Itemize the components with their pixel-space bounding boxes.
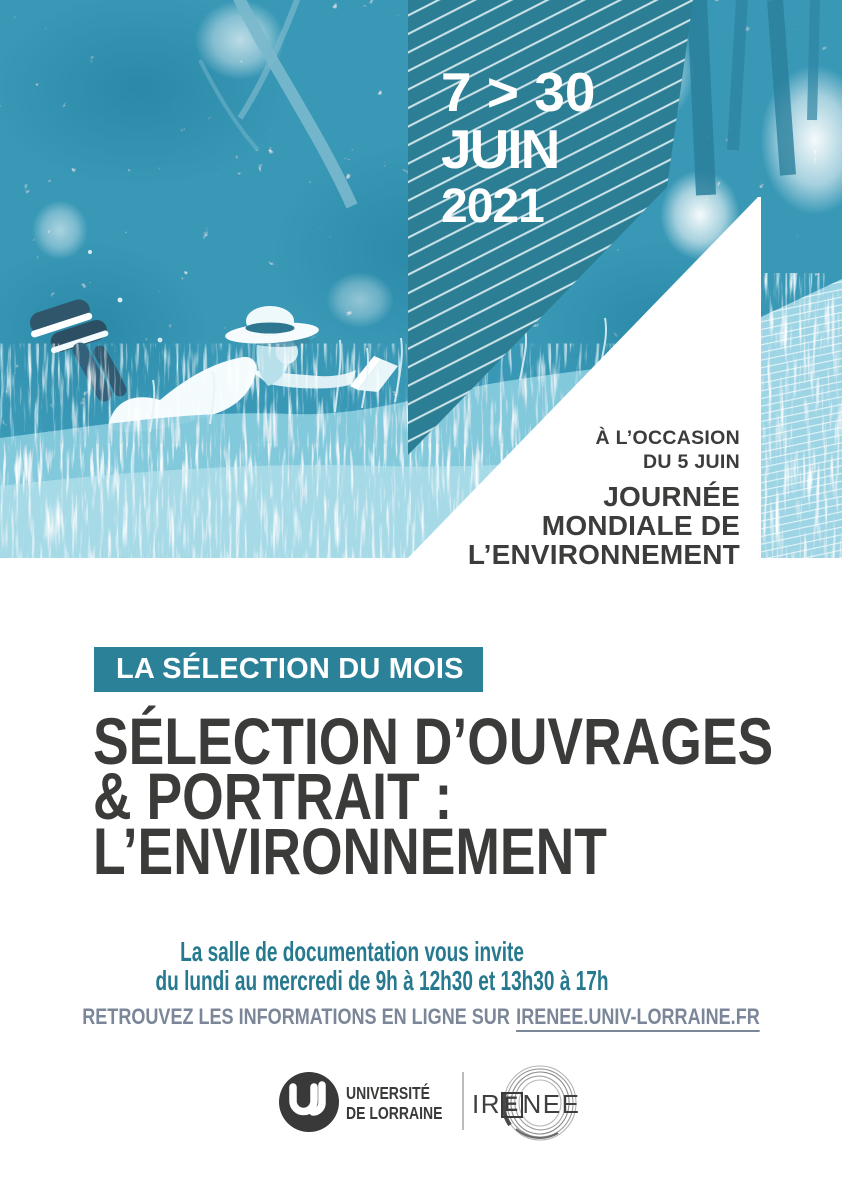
universite-lorraine-wordmark [346,1083,442,1123]
banner-date-range: 7 > 30 [441,61,596,123]
occasion-line-2: DU 5 JUIN [643,450,740,473]
occasion-line-1: À L’OCCASION [595,427,740,449]
website-link[interactable]: IRENEE.UNIV-LORRAINE.FR [516,1004,760,1032]
event-line-2: MONDIALE DE [541,510,740,541]
invitation-line-1: La salle de documentation vous invite [180,936,524,967]
invitation-line-2: du lundi au mercredi de 9h à 12h30 et 13h30 à 17h [155,965,609,996]
irenee-boxed-letter: E [501,1092,523,1118]
banner-year: 2021 [441,180,544,233]
info-line [76,1003,766,1031]
event-line-3: L’ENVIRONNEMENT [467,539,740,570]
occasion-block [468,427,740,569]
date-banner [441,61,596,235]
universite-lorraine-logo-icon [278,1071,340,1133]
page-title [93,704,774,888]
info-prefix: RETROUVEZ LES INFORMATIONS EN LIGNE SUR [82,1004,510,1029]
selection-badge-label: LA SÉLECTION DU MOIS [116,653,464,685]
ul-name-line-2: DE LORRAINE [346,1103,443,1123]
title-line-1: SÉLECTION D’OUVRAGES [93,704,774,778]
irenee-wordmark [472,1089,580,1120]
banner-month: JUIN [441,118,559,180]
title-line-2: & PORTRAIT : [93,759,453,833]
irenee-pre: IR [472,1089,501,1119]
selection-badge [94,647,483,692]
ul-name-line-1: UNIVERSITÉ [346,1083,431,1103]
event-line-1: JOURNÉE [603,481,740,512]
logo-divider [462,1072,464,1130]
title-line-3: L’ENVIRONNEMENT [93,814,607,888]
irenee-post: NEE [522,1089,581,1119]
